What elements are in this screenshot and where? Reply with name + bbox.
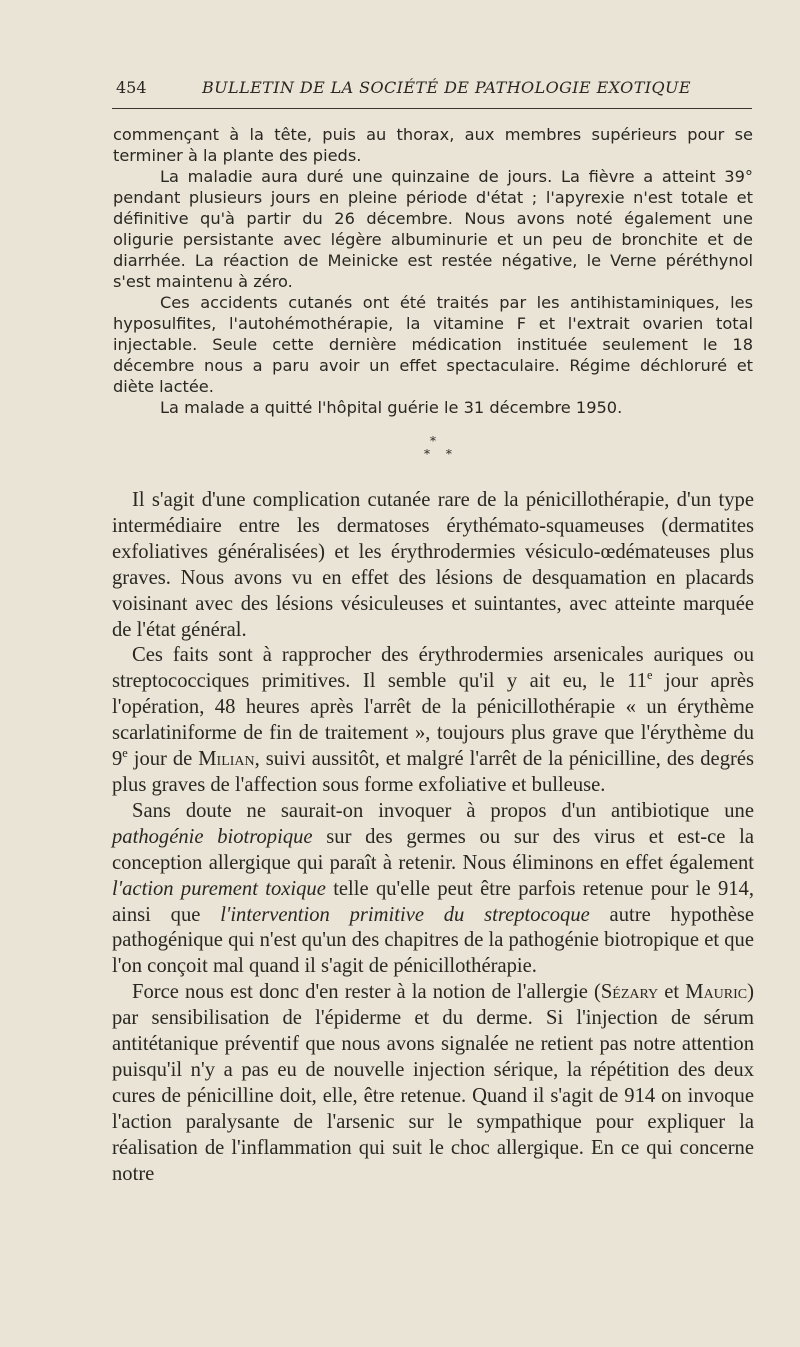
discussion-paragraph-1: Il s'agit d'une complication cutanée rare de la pénicillothérapie, d'un type intermédiaire entre les dermatoses érythémato-squameuses (dermatites exfoliatives généralisées) et les érythrodermies vésiculo-œdémateuses plus graves. Nous avons vu en effet des lésions de desquamation en placards voisinant avec des lésions vésiculeuses et suintantes, avec atteinte marquée de l'état général. [112,489,754,641]
text-run: jour de [127,748,199,771]
text-run: Force nous est donc d'en rester à la notion de l'allergie ( [132,981,601,1004]
discussion-paragraph-2 [112,643,754,798]
text-run: autre hypothèse pathogénique qui n'est qu'un des chapitres de la pathogénie biotropique et que l'on conçoit mal quand il s'agit de pénicillothérapie. [112,903,754,978]
superscript: e [646,668,653,683]
text-run: et [658,981,686,1004]
discussion-section [112,488,754,1187]
separator-stars-bottom: * * [424,447,458,461]
text-run: sur des germes ou sur des virus et est-ce la conception allergique qui paraît à retenir. Nous éliminons en effet également [112,825,754,874]
text-run: jour après l'opération, 48 heures après l'arrêt de la pénicillothérapie « un érythème scarlatiniforme de fin de traitement », toujours plus grave que l'érythème du 9 [112,670,754,771]
running-title: BULLETIN DE LA SOCIÉTÉ DE PATHOLOGIE EXOTIQUE [202,78,691,97]
discussion-paragraph-3 [112,799,754,980]
discussion-paragraph-4 [112,980,754,1187]
text-run: ) par sensibilisation de l'épiderme et du derme. Si l'injection de sérum antitétanique préventif que nous avons signalée ne retient pas notre attention puisqu'il n'y a pas eu de nouvelle injection sérique, la répétition des deux cures de pénicilline doit, elle, être retenue. Quand il s'agit de 914 on invoque l'action paralysante de l'arsenic sur le sympathique pour expliquer la réalisation de l'inflammation qui suit le choc allergique. En ce qui concerne notre [112,981,754,1185]
text-run: , suivi aussitôt, et malgré l'arrêt de la pénicilline, des degrés plus graves de l'affection sous forme exfoliative et bulleuse. [112,748,755,796]
case-paragraph-2: La maladie aura duré une quinzaine de jours. La fièvre a atteint 39° pendant plusieurs jours en pleine période d'état ; l'apyrexie n'est totale et définitive qu'à partir du 26 décembre. Nous avons noté également une oligurie persistante avec légère albuminurie et un peu de bronchite et de diarrhée. La réaction de Meinicke est restée négative, le Verne péréthynol s'est maintenu à zéro. [113,167,753,291]
text-run: Sans doute ne saurait-on invoquer à propos d'un antibiotique une [132,799,754,822]
case-paragraph-3: Ces accidents cutanés ont été traités par les antihistaminiques, les hyposulfites, l'autohémothérapie, la vitamine F et l'extrait ovarien total injectable. Seule cette dernière médication instituée seulement le 18 décembre nous a paru avoir un effet spectaculaire. Régime déchloruré et diète lactée. [113,293,753,396]
superscript: e [122,746,128,761]
italic-term: l'intervention primitive du streptocoque [220,903,590,926]
text-run: Ces faits sont à rapprocher des érythrodermies arsenicales auriques ou streptococciques primitives. Il semble qu'il y ait eu, le 11 [112,644,754,693]
italic-term: l'action purement toxique [112,877,326,900]
author-name-sezary: Sézary [600,981,659,1004]
header-rule [112,108,752,109]
author-name-milian: Milian [198,748,255,771]
italic-term: pathogénie biotropique [112,825,313,848]
separator-star-top: * [430,434,436,448]
author-name-mauric: Mauric [685,981,748,1004]
page-header [116,78,752,102]
case-paragraph-1: commençant à la tête, puis au thorax, aux membres supérieurs pour se terminer à la plante des pieds. [113,125,753,165]
case-paragraph-4: La malade a quitté l'hôpital guérie le 31 décembre 1950. [160,398,623,417]
case-report-section [113,124,753,418]
page-number: 454 [116,78,147,97]
text-run: telle qu'elle peut être parfois retenue pour le 914, ainsi que [112,877,754,926]
